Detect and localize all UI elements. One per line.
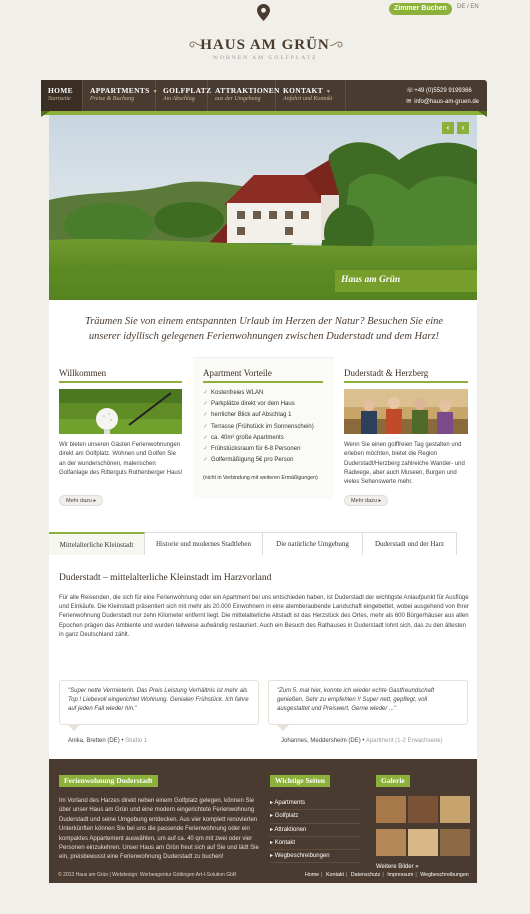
list-item-label: Terrasse (Frühstück im Sonnenschein) — [211, 423, 314, 430]
tab-historie[interactable]: Historie und modernes Stadtleben — [145, 532, 263, 555]
section-heading: Duderstadt – mittelalterliche Kleinstadt im Harzvorland — [59, 573, 272, 583]
nav-label: ATTRAKTIONEN — [215, 86, 280, 95]
tab-mittelalterliche-kleinstadt[interactable]: Mittelalterliche Kleinstadt — [49, 532, 145, 555]
footer-link[interactable]: ▸ Golfplatz — [270, 810, 360, 823]
check-icon: ✓ — [203, 423, 209, 430]
legal-link-impressum[interactable]: Impressum — [387, 872, 414, 878]
footer-link-label: Apartments — [274, 800, 306, 806]
footer-link[interactable]: ▸ Kontakt — [270, 837, 360, 850]
check-icon: ✓ — [203, 390, 209, 396]
footer-link-label: Attraktionen — [274, 826, 307, 833]
location-pin-icon — [257, 4, 270, 21]
welcome-heading: Willkommen — [59, 368, 182, 383]
legal-link-kontakt[interactable]: Kontakt — [326, 872, 344, 878]
logo-subtitle: WOHNEN AM GOLFPLATZ — [212, 55, 318, 61]
list-item — [203, 422, 314, 433]
footer-link-label: Kontakt — [274, 839, 296, 846]
check-icon: ✓ — [203, 434, 209, 441]
testimonial-author: Anika, Bretten (DE) • Studio 1 — [68, 738, 148, 744]
list-item-label: Frühstücksraum für 6-8 Personen — [211, 446, 301, 453]
author-context: Apartment (1-2 Erwachsene) — [365, 738, 443, 744]
list-item — [203, 388, 314, 399]
list-item — [203, 410, 314, 421]
legal-link-datenschutz[interactable]: Datenschutz — [350, 872, 381, 878]
gallery-thumbnail[interactable] — [440, 796, 470, 823]
advantages-heading: Apartment Vorteile — [203, 368, 323, 383]
nav-item-apartments[interactable] — [83, 80, 156, 111]
list-item — [203, 433, 314, 444]
region-more-button[interactable]: Mehr dazu ▸ — [344, 495, 388, 506]
phone-number[interactable]: +49 (0)5529 9199366 — [414, 88, 472, 94]
phone-icon: ☏ — [406, 88, 414, 94]
nav-sub: aus der Umgebung — [215, 96, 261, 102]
nav-item-home[interactable] — [41, 80, 83, 111]
list-item-label: Parkplätze direkt vor dem Haus — [211, 401, 295, 408]
nav-label: KONTAKT — [283, 86, 323, 95]
footer-link[interactable]: ▸ Attraktionen — [270, 824, 360, 837]
logo[interactable] — [0, 37, 530, 61]
legal-links — [305, 872, 469, 878]
list-item-label: ca. 40m² große Apartments — [211, 434, 284, 441]
region-text: Wenn Sie einen golffreien Tag gestalten und erleben möchten, bietet die Region Duderstadt/Herzberg zahlreiche Wander- und Radwege, aber auch Museen, Burgen und vieles Sehenswerte mehr. — [344, 442, 465, 486]
language-switch[interactable]: DE / EN — [457, 4, 479, 10]
mail-icon: ✉ — [406, 99, 412, 105]
nav-item-golfplatz[interactable] — [156, 80, 212, 111]
nav-item-attraktionen[interactable] — [208, 80, 280, 111]
nav-sub: Startseite — [48, 96, 71, 102]
list-item — [203, 455, 314, 466]
check-icon: ✓ — [203, 401, 209, 408]
list-item — [203, 444, 314, 455]
slider-next-button[interactable]: › — [457, 122, 469, 134]
footer-about-text: Im Vorland des Harzes direkt neben einem Golfplatz gelegen, können Sie über unser Haus am Grün und eine modern eingerichtete Ferienwohnung Duderstadt und seine Umgebung entdecken. Aus vier komplett renovierten Unterkünften können Sie bei uns die passende Ferienwohnung oder ein kompaktes Appartement auswählen, um auf ca. 40 qm mit zwei oder vier Personen einzukehren. Unser Haus am Grün freut sich auf Sie und lädt Sie ein, preisbewusst eine Ferienwohnung Duderstadt zu buchen! — [59, 798, 259, 861]
slider-prev-button[interactable]: ‹ — [442, 122, 454, 134]
nav-sub: Preise & Buchung — [90, 96, 135, 102]
footer-links — [270, 797, 360, 863]
author-name: Johannes, Meddersheim (DE) — [281, 738, 361, 744]
hikers-image — [344, 389, 468, 434]
nav-label: APPARTMENTS — [90, 86, 150, 95]
quote-tail — [68, 725, 80, 731]
separator: | — [345, 872, 348, 878]
footer-link[interactable]: ▸ Wegbeschreibungen — [270, 850, 360, 863]
intro-text: Träumen Sie von einem entspannten Urlaub im Herzen der Natur? Besuchen Sie eine unserer idyllisch gelegenen Ferienwohnungen zwischen Duderstadt und dem Harz! — [84, 316, 444, 342]
hero-caption: Haus am Grün — [335, 270, 477, 292]
nav-label: HOME — [48, 86, 73, 95]
more-pictures-link[interactable]: Weitere Bilder » — [376, 864, 419, 870]
footer-link[interactable]: ▸ Apartments — [270, 797, 360, 810]
separator: | — [321, 872, 323, 878]
testimonial-quote: "Zum 5. mal hier, konnte ich wieder echte Gastfreundschaft genießen. Sehr zu empfehlen !! Super nett, gepflegt, voll ausgestattet und Preiswert, Gerne wieder ..." — [268, 680, 468, 725]
tab-natuerliche-umgebung[interactable]: Die natürliche Umgebung — [263, 532, 363, 555]
tab-duderstadt-harz[interactable]: Duderstadt und der Harz — [363, 532, 457, 555]
ribbon-fold-right — [478, 111, 487, 117]
nav-label: GOLFPLATZ — [163, 86, 212, 95]
footer-links-heading: Wichtige Seiten — [270, 775, 330, 787]
author-name: Anika, Bretten (DE) — [68, 738, 120, 744]
nav-sub: Am Abschlag — [163, 96, 195, 102]
gallery-thumbnail[interactable] — [376, 829, 406, 856]
section-text: Für alle Reisenden, die sich für eine Ferienwohnung oder ein Apartment bei uns entschieden haben, ist Duderstadt der wichtigste Anlaufpunkt für Ausflüge und Einkäufe. Die Kleinstadt präsentiert sich mit mehr als 20.000 Einwohnern in eine atemberaubende Landschaft eingebettet, wobei ausgehend von Ihrer Ferienwohnung Duderstadt nur zehn Kilometer entfernt liegt. Die mittelalterliche Altstadt ist das Herzstück des Ortes, mehr als 600 Bürgerhäuser aus allen Epochen prägen das Ambiente und wurden teilweise aufwändig restauriert. Auch ein Besuch des Rathauses in Duderstadt lohnt sich, das zu den ältesten in ganz Deutschland zählt. — [59, 595, 469, 638]
main-navigation — [41, 80, 487, 111]
advantages-list — [203, 388, 314, 466]
footer-about-heading: Ferienwohnung Duderstadt — [59, 775, 158, 787]
list-item-label: herrlicher Blick auf Abschlag 1 — [211, 412, 292, 419]
welcome-text: Wir bieten unseren Gästen Ferienwohnungen direkt am Golfplatz. Wohnen und Golfen Sie an der wunderschönen, malerischen Golfanlage des Ritterguts Rothenberger Haus! — [59, 442, 183, 476]
nav-item-kontakt[interactable] — [276, 80, 346, 111]
chevron-down-icon: ▼ — [325, 90, 332, 95]
list-item-label: Kostenfreies WLAN — [211, 390, 264, 396]
testimonial-author: Johannes, Meddersheim (DE) • Apartment (1-2 Erwachsene) — [281, 738, 443, 744]
author-context: Studio 1 — [125, 738, 148, 744]
tab-bar — [49, 532, 457, 555]
gallery-thumbnail[interactable] — [408, 796, 438, 823]
check-icon: ✓ — [203, 412, 209, 419]
email-link[interactable]: info@haus-am-gruen.de — [414, 99, 479, 105]
copyright: © 2013 Haus am Grün | Webdesign: Werbeagentur Göttingen Art-I-Solution GbR — [58, 872, 237, 878]
gallery-thumbnail[interactable] — [376, 796, 406, 823]
separator: | — [415, 872, 417, 878]
nav-sub: Anfahrt und Kontakt — [283, 96, 333, 102]
golf-ball-image — [59, 389, 182, 434]
footer-gallery-heading: Galerie — [376, 775, 410, 787]
list-item — [203, 399, 314, 410]
footer-link-label: Wegbeschreibungen — [274, 853, 330, 860]
legal-link-home[interactable]: Home — [305, 872, 320, 878]
chevron-down-icon: ▼ — [152, 90, 158, 95]
gallery-thumbnail[interactable] — [440, 829, 470, 856]
separator: | — [382, 872, 384, 878]
book-room-button[interactable]: Zimmer Buchen — [389, 3, 452, 15]
check-icon: ✓ — [203, 457, 209, 464]
logo-title: HAUS AM GRÜN — [200, 37, 330, 53]
region-heading: Duderstadt & Herzberg — [344, 368, 468, 383]
nav-contact — [406, 86, 479, 108]
welcome-more-button[interactable]: Mehr dazu ▸ — [59, 495, 103, 506]
advantages-note: (nicht in Verbindung mit weiteren Ermäßigungen) — [203, 475, 318, 481]
gallery-thumbnail[interactable] — [408, 829, 438, 856]
quote-tail — [277, 725, 289, 731]
legal-link-wegbeschreibungen[interactable]: Wegbeschreibungen — [420, 872, 469, 878]
check-icon: ✓ — [203, 446, 209, 453]
list-item-label: Golfermäßigung 5€ pro Person — [211, 457, 294, 464]
footer-link-label: Golfplatz — [274, 813, 299, 820]
testimonial-quote: "Super nette Vermieterin. Das Preis Leistung Verhältnis ist mehr als Top ! Liebevoll eingerichtet Wohnung. Genialen Frühstück. Ich fahre auf jeden Fall wieder hin." — [59, 680, 259, 725]
